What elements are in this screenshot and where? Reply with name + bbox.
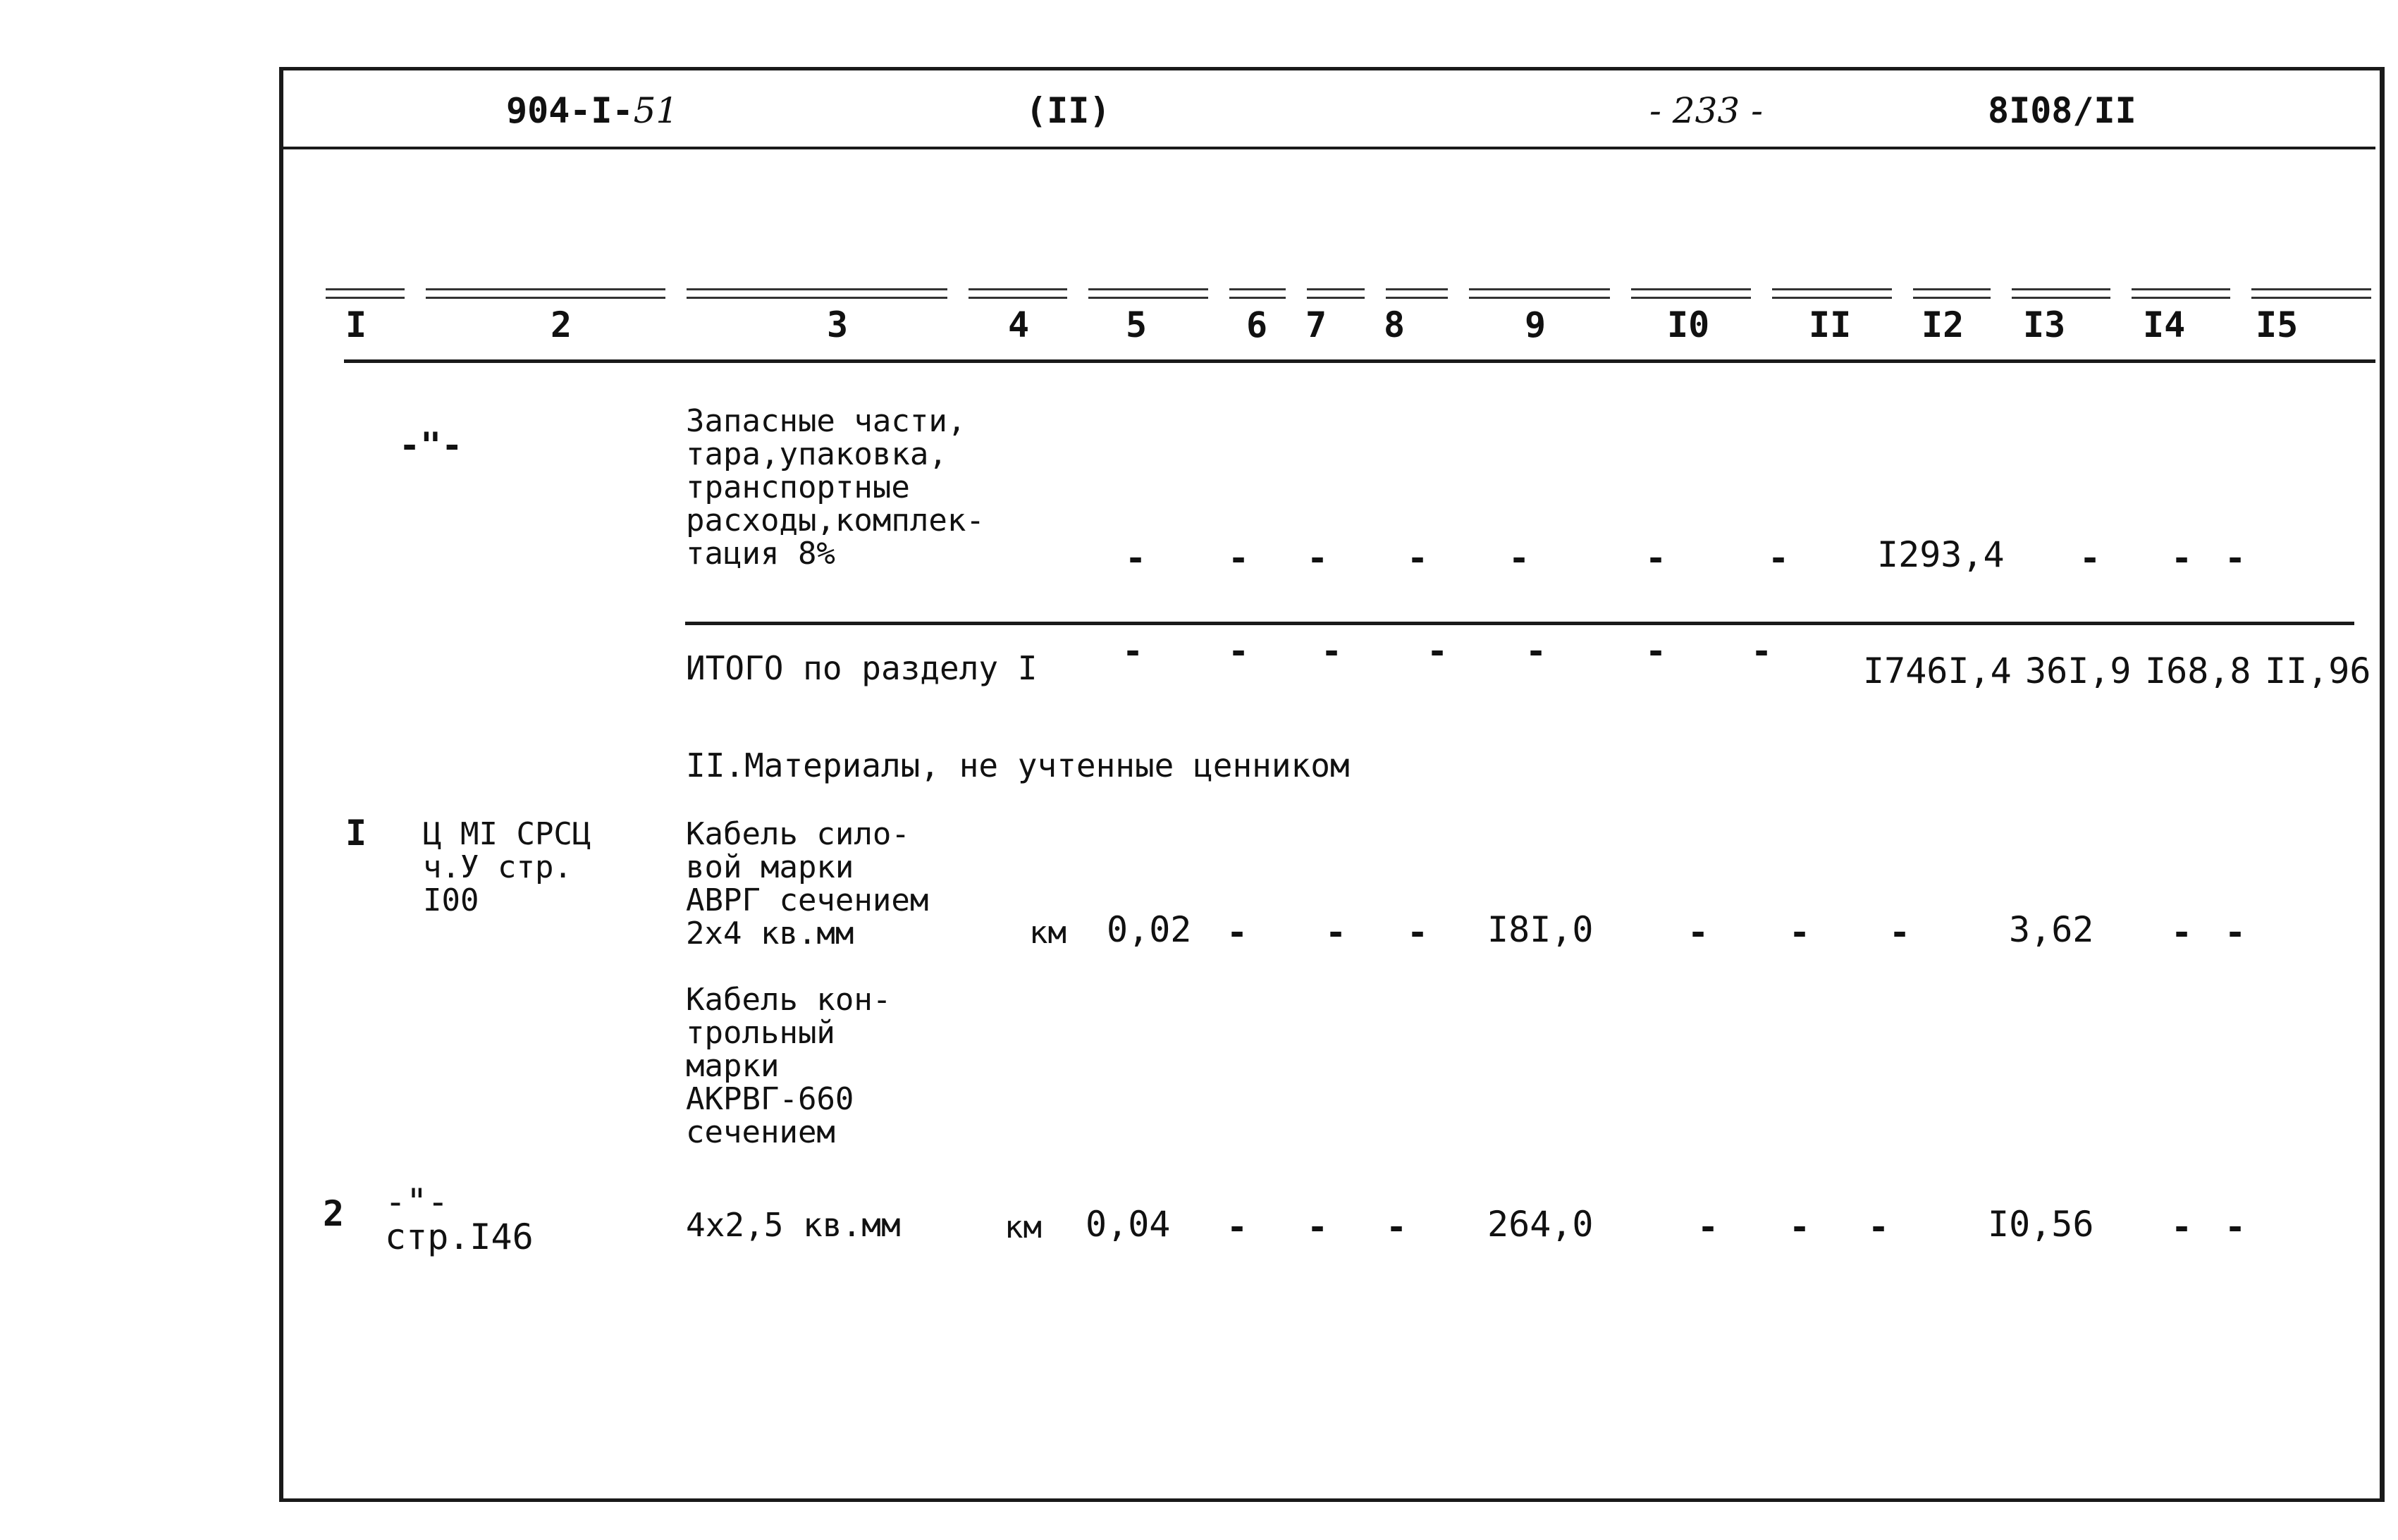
column-rule <box>687 288 947 299</box>
cell-dash: - <box>1122 631 1144 672</box>
total-col14: I68,8 <box>2145 651 2251 691</box>
item-description: 4х2,5 кв.мм <box>686 1206 901 1244</box>
cell-dash: - <box>1645 538 1667 579</box>
cell-dash: - <box>1508 538 1530 579</box>
column-header-11: II <box>1809 304 1852 345</box>
item-unit: км <box>1029 915 1066 951</box>
column-rule <box>326 288 405 299</box>
column-rule <box>1772 288 1892 299</box>
cell-dash: - <box>1226 1207 1248 1248</box>
cell-dash: - <box>1228 538 1250 579</box>
cell-dash: - <box>2171 1207 2193 1248</box>
cell-dash: - <box>1307 538 1329 579</box>
item-description: Кабель кон- трольный марки АКРВГ-660 сечением <box>686 982 892 1150</box>
item-col9: 264,0 <box>1487 1204 1594 1245</box>
total-col13: 36I,9 <box>2025 651 2132 691</box>
page-number: - 233 - <box>1649 90 1764 131</box>
cell-dash: - <box>1889 912 1911 953</box>
spare-parts-description: Запасные части, тара,упаковка, транспортные расходы,комплек- тация 8% <box>686 403 985 572</box>
cell-dash: - <box>1386 1207 1408 1248</box>
cell-dash: - <box>2079 538 2101 579</box>
header-divider <box>283 147 2375 149</box>
cell-dash: - <box>1789 912 1811 953</box>
column-header-8: 8 <box>1384 304 1406 345</box>
cell-dash: - <box>1325 912 1347 953</box>
cell-dash: - <box>2225 1207 2246 1248</box>
item-description: Кабель сило- вой марки АВРГ сечением 2х4 кв.мм <box>686 816 929 951</box>
column-header-12: I2 <box>1922 304 1964 345</box>
cell-dash: - <box>1125 538 1147 579</box>
total-col12: I746I,4 <box>1863 651 2012 691</box>
item-source: -"- стр.I46 <box>385 1181 534 1257</box>
item-quantity: 0,04 <box>1086 1204 1171 1245</box>
column-header-6: 6 <box>1246 304 1268 345</box>
total-label: ИТОГО по разделу I <box>686 649 1038 687</box>
column-header-5: 5 <box>1126 304 1148 345</box>
column-header-3: 3 <box>827 304 849 345</box>
cell-dash: - <box>1226 912 1248 953</box>
cell-dash: - <box>1645 631 1667 672</box>
page-frame <box>279 67 2385 1502</box>
cell-dash: - <box>1407 912 1429 953</box>
item-source: Ц МI СРСЦ ч.У стр. I00 <box>423 816 591 918</box>
cell-dash: - <box>2225 538 2246 579</box>
column-rule <box>1386 288 1448 299</box>
column-rule <box>2132 288 2230 299</box>
column-header-1: I <box>345 304 367 345</box>
item-number: I <box>345 813 367 854</box>
column-header-divider <box>344 359 2375 363</box>
cell-dash: - <box>1768 538 1790 579</box>
column-rule <box>426 288 665 299</box>
item-quantity: 0,02 <box>1107 909 1192 950</box>
cell-dash: - <box>1228 631 1250 672</box>
cell-dash: - <box>2171 538 2193 579</box>
cell-dash: - <box>1427 631 1449 672</box>
cell-dash: - <box>1789 1207 1811 1248</box>
column-rule <box>1913 288 1991 299</box>
cell-dash: - <box>1697 1207 1719 1248</box>
cell-dash: - <box>1321 631 1343 672</box>
cell-dash: - <box>1525 631 1547 672</box>
cell-dash: - <box>1751 631 1773 672</box>
document-code: 904-I-51 <box>506 90 679 131</box>
column-header-7: 7 <box>1305 304 1327 345</box>
column-rule <box>1631 288 1751 299</box>
column-rule <box>1307 288 1365 299</box>
cell-dash: - <box>1687 912 1709 953</box>
ditto-mark: -"- <box>399 425 463 466</box>
column-header-14: I4 <box>2143 304 2186 345</box>
column-header-10: I0 <box>1667 304 1710 345</box>
item-number: 2 <box>323 1193 345 1234</box>
item-col9: I8I,0 <box>1487 909 1594 950</box>
document-part: (II) <box>1026 90 1111 131</box>
column-rule <box>969 288 1067 299</box>
total-col15: II,96 <box>2265 651 2371 691</box>
column-header-9: 9 <box>1525 304 1547 345</box>
section-title: II.Материалы, не учтенные ценником <box>686 746 1350 784</box>
column-rule <box>1229 288 1286 299</box>
column-header-15: I5 <box>2256 304 2299 345</box>
cell-dash: - <box>1307 1207 1329 1248</box>
cell-dash: - <box>1407 538 1429 579</box>
column-header-13: I3 <box>2023 304 2066 345</box>
column-rule <box>2251 288 2371 299</box>
cell-dash: - <box>2225 912 2246 953</box>
column-rule <box>2012 288 2110 299</box>
total-divider <box>685 622 2354 625</box>
column-rule <box>1088 288 1208 299</box>
spare-parts-col12: I293,4 <box>1877 534 2005 575</box>
sheet-number: 8I08/II <box>1988 90 2136 131</box>
column-header-2: 2 <box>551 304 572 345</box>
cell-dash: - <box>2171 912 2193 953</box>
item-col13: 3,62 <box>2009 909 2094 950</box>
item-col13: I0,56 <box>1988 1204 2094 1245</box>
document-code-handwritten: 51 <box>633 90 679 131</box>
column-rule <box>1469 288 1610 299</box>
item-unit: км <box>1004 1209 1042 1245</box>
column-header-4: 4 <box>1008 304 1030 345</box>
cell-dash: - <box>1868 1207 1890 1248</box>
